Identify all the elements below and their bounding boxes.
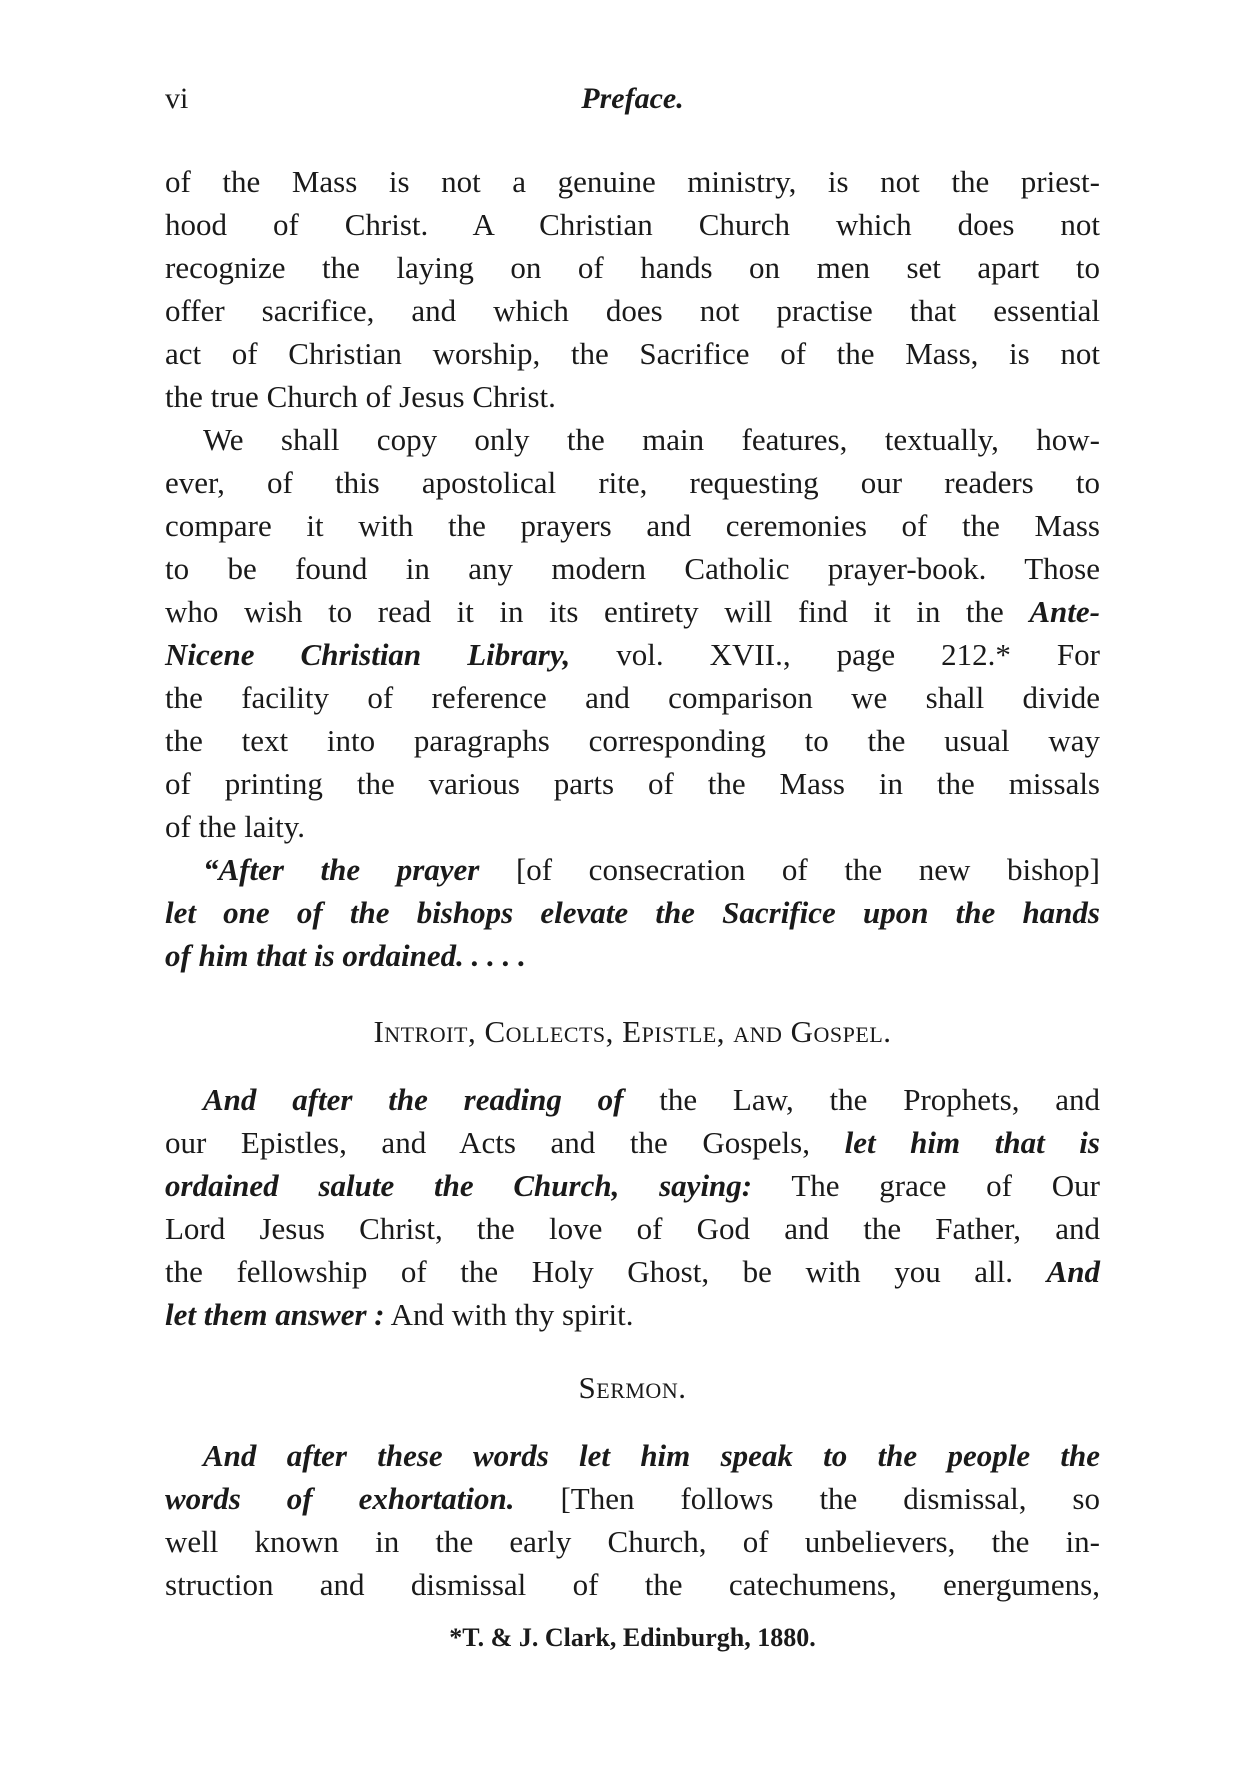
text-line: of the Mass is not a genuine ministry, is not the priest- [165, 164, 1100, 199]
spacer [165, 1336, 1100, 1366]
text-run: who wish to read it in its entirety will find it in the [165, 594, 1004, 629]
italic-run: ordained salute the Church, saying: [165, 1168, 753, 1203]
text-line: of him that is ordained. . . . . [165, 938, 526, 973]
text-line: struction and dismissal of the catechumens, energumens, [165, 1567, 1100, 1602]
section-heading-sermon: Sermon. [578, 1370, 687, 1405]
text-line: And after these words let him speak to the people the [203, 1438, 1100, 1473]
text-run: the fellowship of the Holy Ghost, be with you all. [165, 1254, 1013, 1289]
italic-run: And after the reading of [203, 1082, 624, 1117]
italic-run: let him that is [844, 1125, 1100, 1160]
text-line [165, 633, 1100, 676]
running-head [165, 82, 1100, 122]
text-line: Lord Jesus Christ, the love of God and the Father, and [165, 1211, 1100, 1246]
text-line [165, 1121, 1100, 1164]
text-run: [Then follows the dismissal, so [560, 1481, 1100, 1516]
text-line: the text into paragraphs corresponding to the usual way [165, 723, 1100, 758]
running-title: Preface. [581, 82, 684, 115]
italic-run: let them answer : [165, 1297, 385, 1332]
italic-run: Nicene Christian Library, [165, 637, 571, 672]
text-line: offer sacrifice, and which does not practise that essential [165, 293, 1100, 328]
text-line [165, 1078, 1100, 1121]
text-line [165, 1250, 1100, 1293]
spacer [165, 1409, 1100, 1434]
text-run: the Law, the Prophets, and [659, 1082, 1101, 1117]
text-line: hood of Christ. A Christian Church which does not [165, 207, 1100, 242]
italic-run: words of exhortation. [165, 1481, 515, 1516]
spacer [165, 977, 1100, 1010]
text-line [165, 1477, 1100, 1520]
page-number: vi [165, 82, 189, 115]
text-line [165, 590, 1100, 633]
text-run: The grace of Our [791, 1168, 1100, 1203]
text-line: ever, of this apostolical rite, requesting our readers to [165, 465, 1100, 500]
text-line: act of Christian worship, the Sacrifice of the Mass, is not [165, 336, 1100, 371]
text-run: our Epistles, and Acts and the Gospels, [165, 1125, 810, 1160]
footnote: *T. & J. Clark, Edinburgh, 1880. [449, 1623, 816, 1652]
text-line: We shall copy only the main features, textually, how- [203, 422, 1100, 457]
text-run: vol. XVII., page 212.* For [616, 637, 1100, 672]
italic-run: Ante- [1029, 594, 1100, 629]
text-line [165, 848, 1100, 891]
text-line [165, 1293, 1100, 1336]
spacer [165, 1053, 1100, 1078]
text-run: And with thy spirit. [390, 1297, 634, 1332]
text-line: to be found in any modern Catholic prayer-book. Those [165, 551, 1100, 586]
main-text [165, 160, 1100, 1606]
text-line: of the laity. [165, 809, 306, 844]
text-line: compare it with the prayers and ceremonies of the Mass [165, 508, 1100, 543]
text-line: recognize the laying on of hands on men set apart to [165, 250, 1100, 285]
italic-run: And [1046, 1254, 1100, 1289]
section-heading-introit: Introit, Collects, Epistle, and Gospel. [373, 1014, 892, 1049]
text-line: the facility of reference and comparison we shall divide [165, 680, 1100, 715]
text-line: the true Church of Jesus Christ. [165, 379, 556, 414]
text-line: let one of the bishops elevate the Sacrifice upon the hands [165, 895, 1100, 930]
text-run: [of consecration of the new bishop] [515, 852, 1101, 887]
text-line: of printing the various parts of the Mass in the missals [165, 766, 1100, 801]
text-line [165, 1164, 1100, 1207]
italic-run: “After the prayer [203, 852, 480, 887]
text-line: well known in the early Church, of unbelievers, the in- [165, 1524, 1100, 1559]
